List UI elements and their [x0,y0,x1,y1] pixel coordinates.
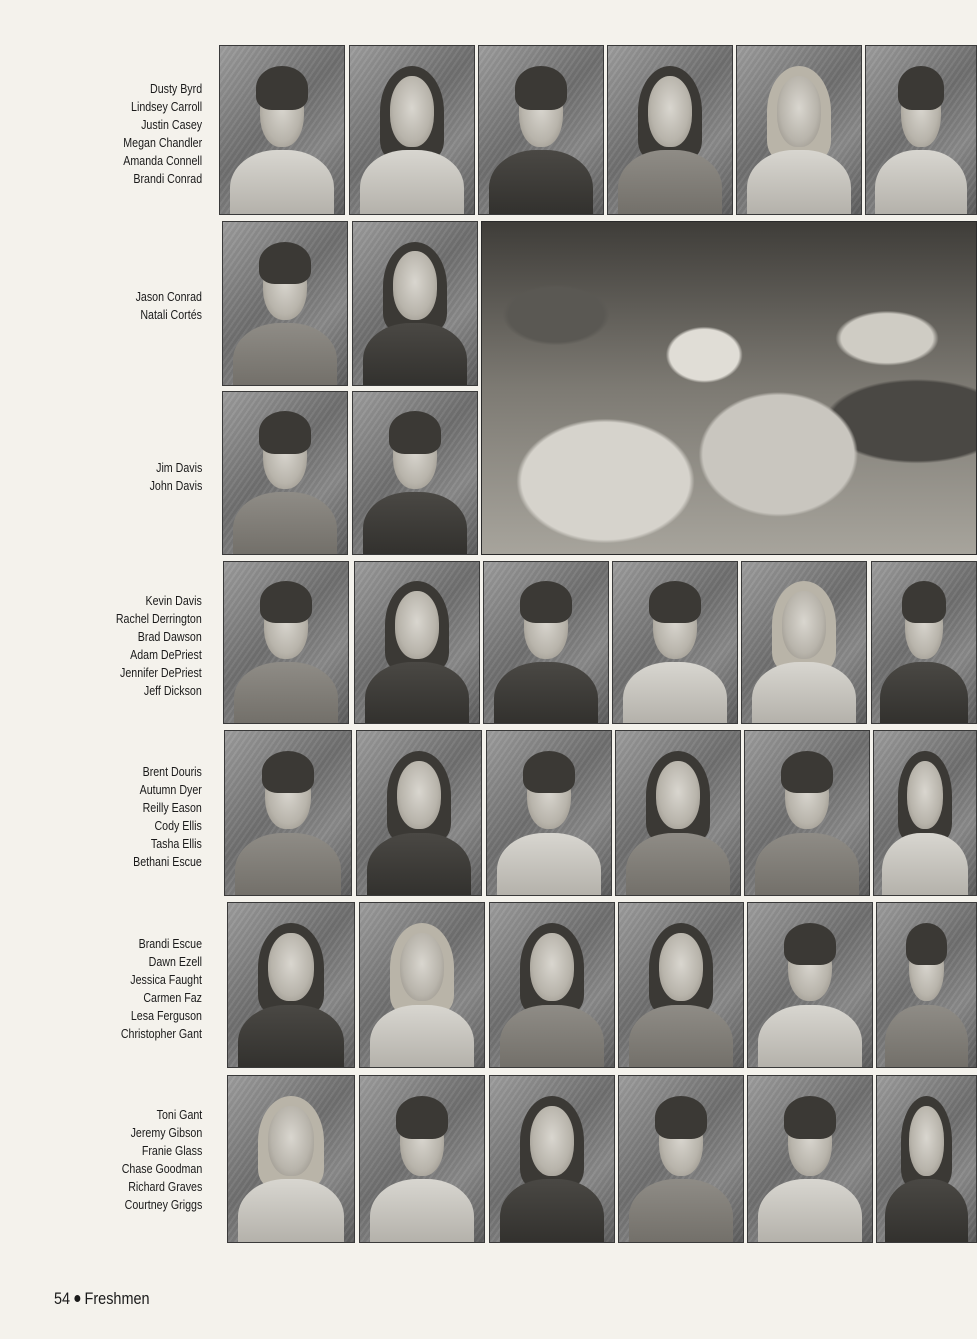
portrait-photo [747,1075,873,1243]
student-name: Courtney Griggs [124,1197,202,1212]
portrait-photo [356,730,482,896]
page-number: 54 [54,1289,71,1308]
portrait-photo [486,730,612,896]
student-name: Chase Goodman [121,1161,202,1176]
student-name: Jeremy Gibson [130,1125,202,1140]
portrait-photo [483,561,609,724]
student-name: Natali Cortés [140,307,202,322]
student-name: Reilly Eason [142,800,202,815]
student-name: Brad Dawson [138,629,202,644]
student-name: Richard Graves [127,1179,202,1194]
page-footer [54,1289,150,1309]
student-name: Christopher Gant [120,1026,202,1041]
student-name: Bethani Escue [133,854,202,869]
student-name: Amanda Connell [123,153,202,168]
student-name: Jim Davis [155,460,202,475]
portrait-photo [359,1075,485,1243]
student-name: Tasha Ellis [151,836,202,851]
portrait-photo [223,561,349,724]
portrait-photo [489,1075,615,1243]
portrait-photo [489,902,615,1068]
student-name: Jennifer DePriest [120,665,202,680]
portrait-photo [359,902,485,1068]
student-name: Rachel Derrington [116,611,202,626]
portrait-photo [865,45,977,215]
name-list-row-1 [123,80,202,188]
student-name: Dawn Ezell [148,954,202,969]
portrait-photo [224,730,352,896]
portrait-photo [612,561,738,724]
student-name: Cody Ellis [154,818,202,833]
student-name: John Davis [149,478,202,493]
portrait-photo [876,902,977,1068]
portrait-photo [352,391,478,555]
portrait-photo [222,391,348,555]
portrait-photo [219,45,345,215]
portrait-photo [736,45,862,215]
student-name: Toni Gant [156,1107,202,1122]
student-name: Justin Casey [140,117,202,132]
portrait-photo [227,1075,355,1243]
student-name: Carmen Faz [143,990,202,1005]
student-name: Autumn Dyer [139,782,202,797]
student-name: Dusty Byrd [149,81,202,96]
student-name: Kevin Davis [145,593,202,608]
portrait-photo [615,730,741,896]
bullet-icon [74,1295,80,1302]
name-list-row-5 [133,763,202,871]
portrait-photo [618,1075,744,1243]
student-name: Brent Douris [142,764,202,779]
portrait-photo [352,221,478,386]
section-title: Freshmen [84,1289,150,1308]
name-list-row-2 [136,288,202,324]
name-list-row-6 [121,935,202,1043]
portrait-photo [876,1075,977,1243]
name-list-row-4 [116,592,202,700]
portrait-photo [618,902,744,1068]
portrait-photo [349,45,475,215]
candid-group-photo [481,221,977,555]
portrait-photo [607,45,733,215]
portrait-photo [741,561,867,724]
portrait-photo [222,221,348,386]
portrait-photo [744,730,870,896]
name-list-row-3 [149,459,202,495]
student-name: Jeff Dickson [144,683,202,698]
student-name: Lindsey Carroll [130,99,202,114]
portrait-photo [871,561,977,724]
student-name: Brandi Conrad [133,171,202,186]
portrait-photo [354,561,480,724]
student-name: Adam DePriest [130,647,202,662]
student-name: Megan Chandler [123,135,202,150]
portrait-photo [873,730,977,896]
portrait-photo [227,902,355,1068]
student-name: Lesa Ferguson [130,1008,202,1023]
student-name: Franie Glass [141,1143,202,1158]
student-name: Brandi Escue [138,936,202,951]
student-name: Jessica Faught [130,972,202,987]
student-name: Jason Conrad [135,289,202,304]
name-list-row-7 [121,1106,202,1214]
portrait-photo [478,45,604,215]
portrait-photo [747,902,873,1068]
